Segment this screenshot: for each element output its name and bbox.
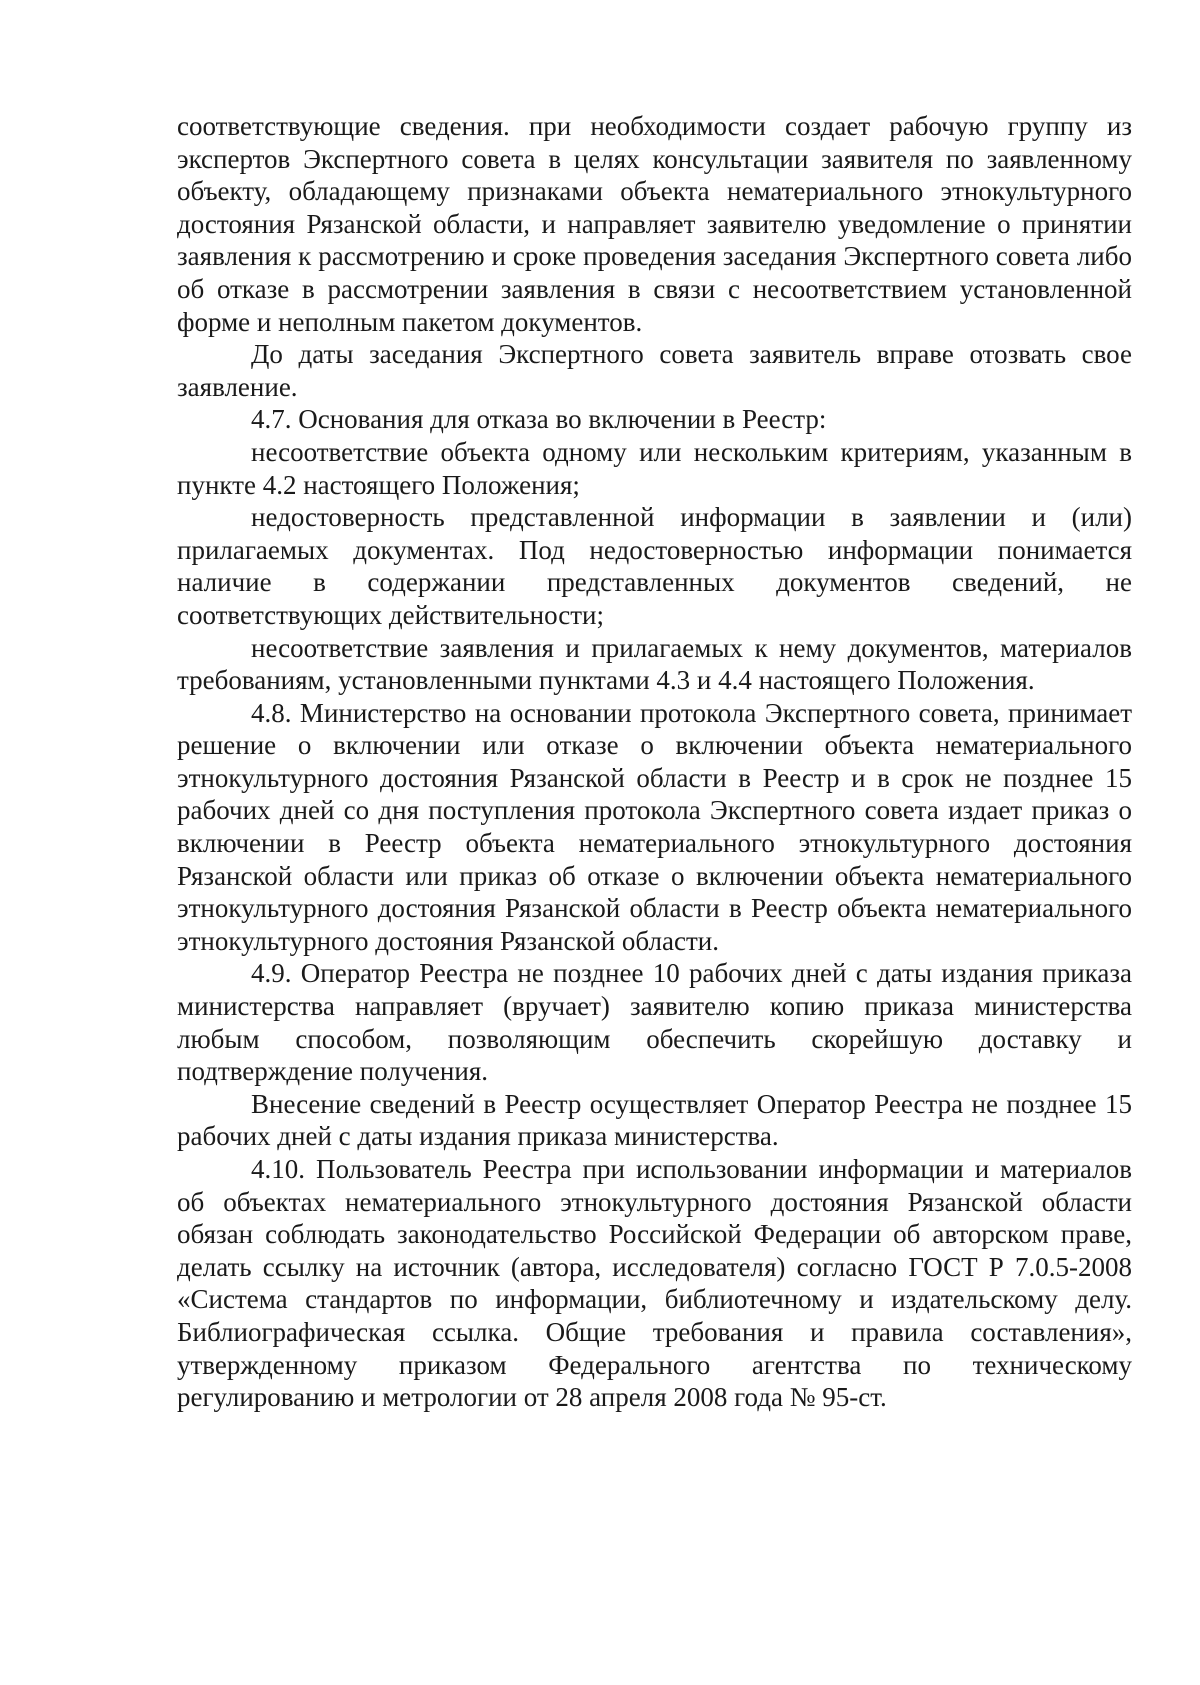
paragraph-criteria-mismatch: несоответствие объекта одному или нескольким критериям, указанным в пункте 4.2 настоящего Положения; bbox=[177, 436, 1132, 500]
paragraph-continuation: соответствующие сведения. при необходимости создает рабочую группу из экспертов Экспертного совета в целях консультации заявителя по заявленному объекту, обладающему признаками объекта нематериального этнокультурного достояния Рязанской области, и направляет заявителю уведомление о принятии заявления к рассмотрению и сроке проведения заседания Экспертного совета либо об отказе в рассмотрении заявления в связи с несоответствием установленной форме и неполным пакетом документов. bbox=[177, 111, 1132, 337]
paragraph-4-7-heading: 4.7. Основания для отказа во включении в Реестр: bbox=[251, 404, 827, 435]
paragraph-4-10: 4.10. Пользователь Реестра при использовании информации и материалов об объектах нематериального этнокультурного достояния Рязанской области обязан соблюдать законодательство Российской Федерации об авторском праве, делать ссылку на источник (автора, исследователя) согласно ГОСТ Р 7.0.5-2008 «Система стандартов по информации, библиотечному и издательскому делу. Библиографическая ссылка. Общие требования и правила составления», утвержденному приказом Федерального агентства по техническому регулированию и метрологии от 28 апреля 2008 года № 95-ст. bbox=[177, 1154, 1132, 1413]
document-body bbox=[177, 110, 1132, 1414]
paragraph-4-9: 4.9. Оператор Реестра не позднее 10 рабочих дней с даты издания приказа министерства направляет (вручает) заявителю копию приказа министерства любым способом, позволяющим обеспечить скорейшую доставку и подтверждение получения. bbox=[177, 958, 1132, 1087]
paragraph-withdraw-application: До даты заседания Экспертного совета заявитель вправе отозвать свое заявление. bbox=[177, 339, 1132, 402]
paragraph-4-8: 4.8. Министерство на основании протокола Экспертного совета, принимает решение о включении или отказе о включении объекта нематериального этнокультурного достояния Рязанской области в Реестр и в срок не позднее 15 рабочих дней со дня поступления протокола Экспертного совета издает приказ о включении в Реестр объекта нематериального этнокультурного достояния Рязанской области или приказ об отказе о включении объекта нематериального этнокультурного достояния Рязанской области в Реестр объекта нематериального этнокультурного достояния Рязанской области. bbox=[177, 697, 1132, 956]
paragraph-registry-entry: Внесение сведений в Реестр осуществляет Оператор Реестра не позднее 15 рабочих дней с даты издания приказа министерства. bbox=[177, 1088, 1132, 1152]
paragraph-requirements-mismatch: несоответствие заявления и прилагаемых к нему документов, материалов требованиям, установленными пунктами 4.3 и 4.4 настоящего Положения. bbox=[177, 632, 1132, 696]
paragraph-unreliable-info: недостоверность представленной информации в заявлении и (или) прилагаемых документах. Под недостоверностью информации понимается наличие в содержании представленных документов сведений, не соответствующих действительности; bbox=[177, 502, 1132, 630]
